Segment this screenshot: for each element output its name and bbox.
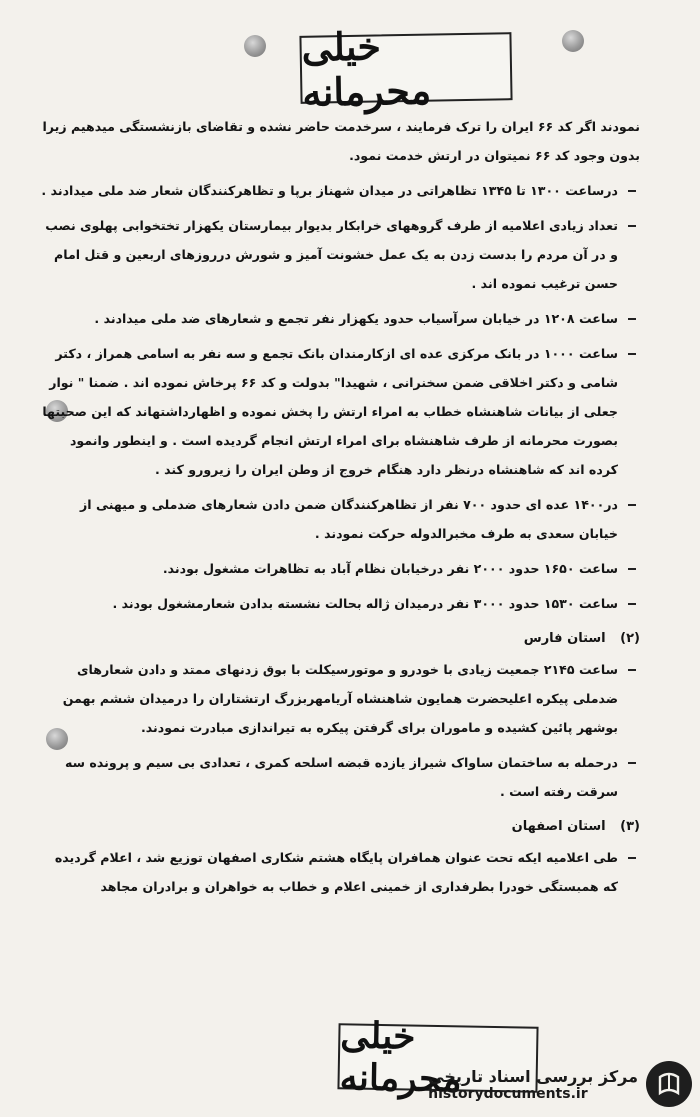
section-number: (۳) bbox=[620, 819, 640, 834]
section-number: (۲) bbox=[620, 631, 640, 646]
section-heading-isfahan bbox=[40, 812, 640, 841]
paragraph-bullet: ساعت ۱۰۰۰ در بانک مرکزی عده ای ازکارمندان بانک تجمع و سه نفر به اسامی همراز ، دکتر شامی و دکتر اخلاقی ضمن سخنرانی ، شهیدا" بدولت و کد ۶۶ پرخاش نموده اند . ضمنا " نوار جعلی از بیانات شاهنشاه خطاب به امراء ارتش را پخش نموده و اظهارداشتهاند که این صحبتها بصورت محرمانه از طرف شاهنشاه برای امراء ارتش انجام گردیده است . و اینطور وانمود کرده اند که شاهنشاه درنظر دارد هنگام خروج از وطن ایران را زیرورو کند . bbox=[40, 339, 640, 484]
classification-stamp-bottom: خیلی محرمانه bbox=[337, 1023, 538, 1092]
paragraph-bullet: درحمله به ساختمان ساواک شیراز یازده قبضه اسلحه کمری ، تعدادی بی سیم و پرونده سه سرقت رفته است . bbox=[40, 748, 640, 806]
paragraph-bullet: در۱۴۰۰ عده ای حدود ۷۰۰ نفر از تظاهرکنندگان ضمن دادن شعارهای ضدملی و میهنی از خیابان سعدی به طرف مخبرالدوله حرکت نمودند . bbox=[40, 490, 640, 548]
paragraph-intro: نمودند اگر کد ۶۶ ایران را ترک فرمایند ، سرخدمت حاضر نشده و تقاضای بازنشستگی میدهیم زیرا بدون وجود کد ۶۶ نمیتوان در ارتش خدمت نمود. bbox=[42, 119, 640, 163]
paragraph-bullet: ساعت ۱۲۰۸ در خیابان سرآسیاب حدود یکهزار نفر تجمع و شعارهای ضد ملی میدادند . bbox=[40, 304, 640, 333]
paragraph-bullet: تعداد زیادی اعلامیه از طرف گروههای خرابکار بدیوار بیمارستان یکهزار تختخوابی پهلوی نصب و در آن مردم را بدست زدن به یک عمل خشونت آمیز و شورش درروزهای اربعین و قتل امام حسن ترغیب نموده اند . bbox=[40, 211, 640, 298]
section-title: استان اصفهان bbox=[511, 819, 606, 834]
paragraph-bullet: ساعت ۲۱۴۵ جمعیت زیادی با خودرو و موتورسیکلت با بوق زدنهای ممتد و دادن شعارهای ضدملی پیکره اعلیحضرت همایون شاهنشاه آریامهربزرگ ارتشتاران را درمیدان ششم بهمن بوشهر پائین کشیده و ماموران برای گرفتن پیکره به تیراندازی مبادرت نمودند. bbox=[40, 655, 640, 742]
section-title: استان فارس bbox=[523, 631, 606, 646]
classification-stamp-top: خیلی محرمانه bbox=[299, 32, 512, 104]
paragraph-bullet: درساعت ۱۳۰۰ تا ۱۳۴۵ تظاهراتی در میدان شهناز برپا و تظاهرکنندگان شعار ضد ملی میدادند . bbox=[40, 176, 640, 205]
punch-hole-top-right bbox=[562, 30, 584, 52]
punch-hole-top-left bbox=[244, 35, 266, 57]
paragraph-bullet: ساعت ۱۶۵۰ حدود ۲۰۰۰ نفر درخیابان نظام آباد به تظاهرات مشغول بودند. bbox=[40, 554, 640, 583]
archive-name: مرکز بررسی اسناد تاریخی bbox=[428, 1066, 638, 1086]
document-body bbox=[40, 112, 640, 907]
archive-logo-icon bbox=[646, 1061, 692, 1107]
paragraph-bullet: ساعت ۱۵۳۰ حدود ۳۰۰۰ نفر درمیدان ژاله بحالت نشسته بدادن شعارمشغول بودند . bbox=[40, 589, 640, 618]
watermark-footer bbox=[402, 1057, 692, 1111]
watermark-text bbox=[428, 1067, 638, 1102]
archive-url[interactable]: historydocuments.ir bbox=[428, 1085, 588, 1102]
paragraph-bullet: طی اعلامیه ایکه تحت عنوان همافران پایگاه هشتم شکاری اصفهان توزیع شد ، اعلام گردیده که همبستگی خودرا بطرفداری از خمینی اعلام و خطاب به خواهران و برادران مجاهد bbox=[40, 843, 640, 901]
section-heading-fars bbox=[40, 624, 640, 653]
